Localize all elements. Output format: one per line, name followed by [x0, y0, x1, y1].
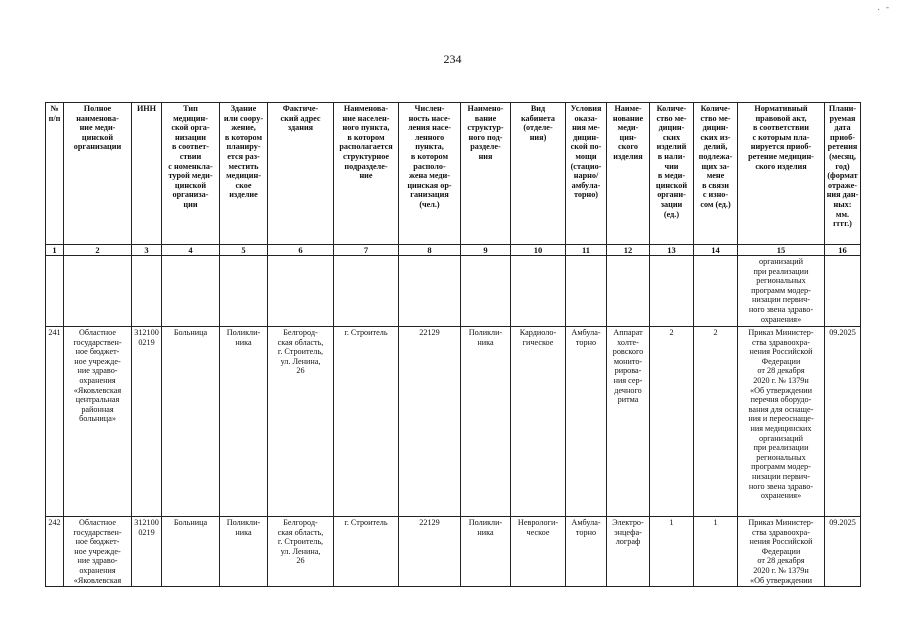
col-header-cabinet: Вид кабинета (отделе- ния): [511, 103, 566, 245]
act-cell: Приказ Министер- ства здравоохра- нения Российской Федерации от 28 декабря 2020 г. № 1379н «Об утверждении перечня оборудо- вания для оснаще- ния и переоснаще- ния медицинских организаций при реализации региональных программ модер- низации первич- ного звена здраво- охранения»: [738, 327, 825, 517]
scan-mark: . -: [877, 2, 891, 12]
equipment-table: [45, 102, 861, 587]
inn-cell: 312100 0219: [132, 517, 162, 587]
col-header-address: Фактиче- ский адрес здания: [268, 103, 334, 245]
building-cell: Поликли- ника: [220, 327, 268, 517]
col-header-qty-replace: Количе- ство ме- дицин- ских из- делий, подлежа- щих за- мене в связи с изно- сом (ед.): [694, 103, 738, 245]
col-header-date: Плани- руемая дата приоб- ретения (месяц, год) (формат отраже- ния дан- ных: мм. гггг.): [825, 103, 861, 245]
row-num: 242: [46, 517, 64, 587]
population-cell: 22129: [399, 327, 461, 517]
col-number: 6: [268, 245, 334, 256]
cabinet-cell: Кардиоло- гическое: [511, 327, 566, 517]
col-number: 16: [825, 245, 861, 256]
col-header-type: Тип медицин- ской орга- низации в соответ- ствии с номенкла- турой меди- цинской организа- ции: [162, 103, 220, 245]
qty-replace-cell: 1: [694, 517, 738, 587]
locality-cell: г. Строитель: [334, 517, 399, 587]
building-cell: Поликли- ника: [220, 517, 268, 587]
col-number: 8: [399, 245, 461, 256]
qty-replace-cell: 2: [694, 327, 738, 517]
col-header-unit: Наимено- вание структур- ного под- разделе- ния: [461, 103, 511, 245]
col-header-org: Полное наименова- ние меди- цинской организации: [64, 103, 132, 245]
date-cell: 09.2025: [825, 517, 861, 587]
conditions-cell: Амбула- торно: [566, 327, 607, 517]
row-num: 241: [46, 327, 64, 517]
col-number: 3: [132, 245, 162, 256]
header-row: [46, 103, 861, 245]
col-header-building: Здание или соору- жение, в котором планиру- ется раз- местить медицин- ское изделие: [220, 103, 268, 245]
col-header-num: № п/п: [46, 103, 64, 245]
col-number: 11: [566, 245, 607, 256]
date-cell: 09.2025: [825, 327, 861, 517]
conditions-cell: Амбула- торно: [566, 517, 607, 587]
unit-cell: Поликли- ника: [461, 327, 511, 517]
continuation-row: [46, 256, 861, 327]
unit-cell: Поликли- ника: [461, 517, 511, 587]
act-continuation-cell: организаций при реализации региональных программ модер- низации первич- ного звена здраво- охранения»: [738, 256, 825, 327]
col-header-qty-have: Количе- ство ме- дицин- ских изделий в нали- чии в меди- цинской органи- зации (ед.): [650, 103, 694, 245]
col-header-inn: ИНН: [132, 103, 162, 245]
col-number: 10: [511, 245, 566, 256]
type-cell: Больница: [162, 327, 220, 517]
col-number: 5: [220, 245, 268, 256]
col-number: 15: [738, 245, 825, 256]
col-number: 14: [694, 245, 738, 256]
population-cell: 22129: [399, 517, 461, 587]
address-cell: Белгород- ская область, г. Строитель, ул. Ленина, 26: [268, 517, 334, 587]
col-header-conditions: Условия оказа- ния ме- дицин- ской по- мощи (стацио- нарно/ амбула- торно): [566, 103, 607, 245]
col-number: 7: [334, 245, 399, 256]
table-row: [46, 517, 861, 587]
device-cell: Аппарат холте- ровского монито- рирова- ния сер- дечного ритма: [607, 327, 650, 517]
col-number: 2: [64, 245, 132, 256]
col-number: 13: [650, 245, 694, 256]
page-number: 234: [443, 52, 462, 66]
col-header-locality: Наименова- ние населен- ного пункта, в котором располагается структурное подразделе- ние: [334, 103, 399, 245]
table-row: [46, 327, 861, 517]
device-cell: Электро- энцефа- лограф: [607, 517, 650, 587]
org-name-cell: Областное государствен- ное бюджет- ное учрежде- ние здраво- охранения «Яковлевская: [64, 517, 132, 587]
cabinet-cell: Неврологи- ческое: [511, 517, 566, 587]
column-number-row: [46, 245, 861, 256]
type-cell: Больница: [162, 517, 220, 587]
qty-have-cell: 2: [650, 327, 694, 517]
inn-cell: 312100 0219: [132, 327, 162, 517]
col-header-population: Числен- ность насе- ления насе- ленного пункта, в котором располо- жена меди- цинская ор- ганизация (чел.): [399, 103, 461, 245]
qty-have-cell: 1: [650, 517, 694, 587]
col-number: 4: [162, 245, 220, 256]
col-number: 12: [607, 245, 650, 256]
act-cell: Приказ Министер- ства здравоохра- нения Российской Федерации от 28 декабря 2020 г. № 1379н «Об утверждении: [738, 517, 825, 587]
address-cell: Белгород- ская область, г. Строитель, ул. Ленина, 26: [268, 327, 334, 517]
locality-cell: г. Строитель: [334, 327, 399, 517]
col-number: 9: [461, 245, 511, 256]
col-number: 1: [46, 245, 64, 256]
col-header-device: Наиме- нование меди- цин- ского изделия: [607, 103, 650, 245]
org-name-cell: Областное государствен- ное бюджет- ное учрежде- ние здраво- охранения «Яковлевская центральная районная больница»: [64, 327, 132, 517]
col-header-act: Нормативный правовой акт, в соответствии с которым пла- нируется приоб- ретение медицин- ского изделия: [738, 103, 825, 245]
